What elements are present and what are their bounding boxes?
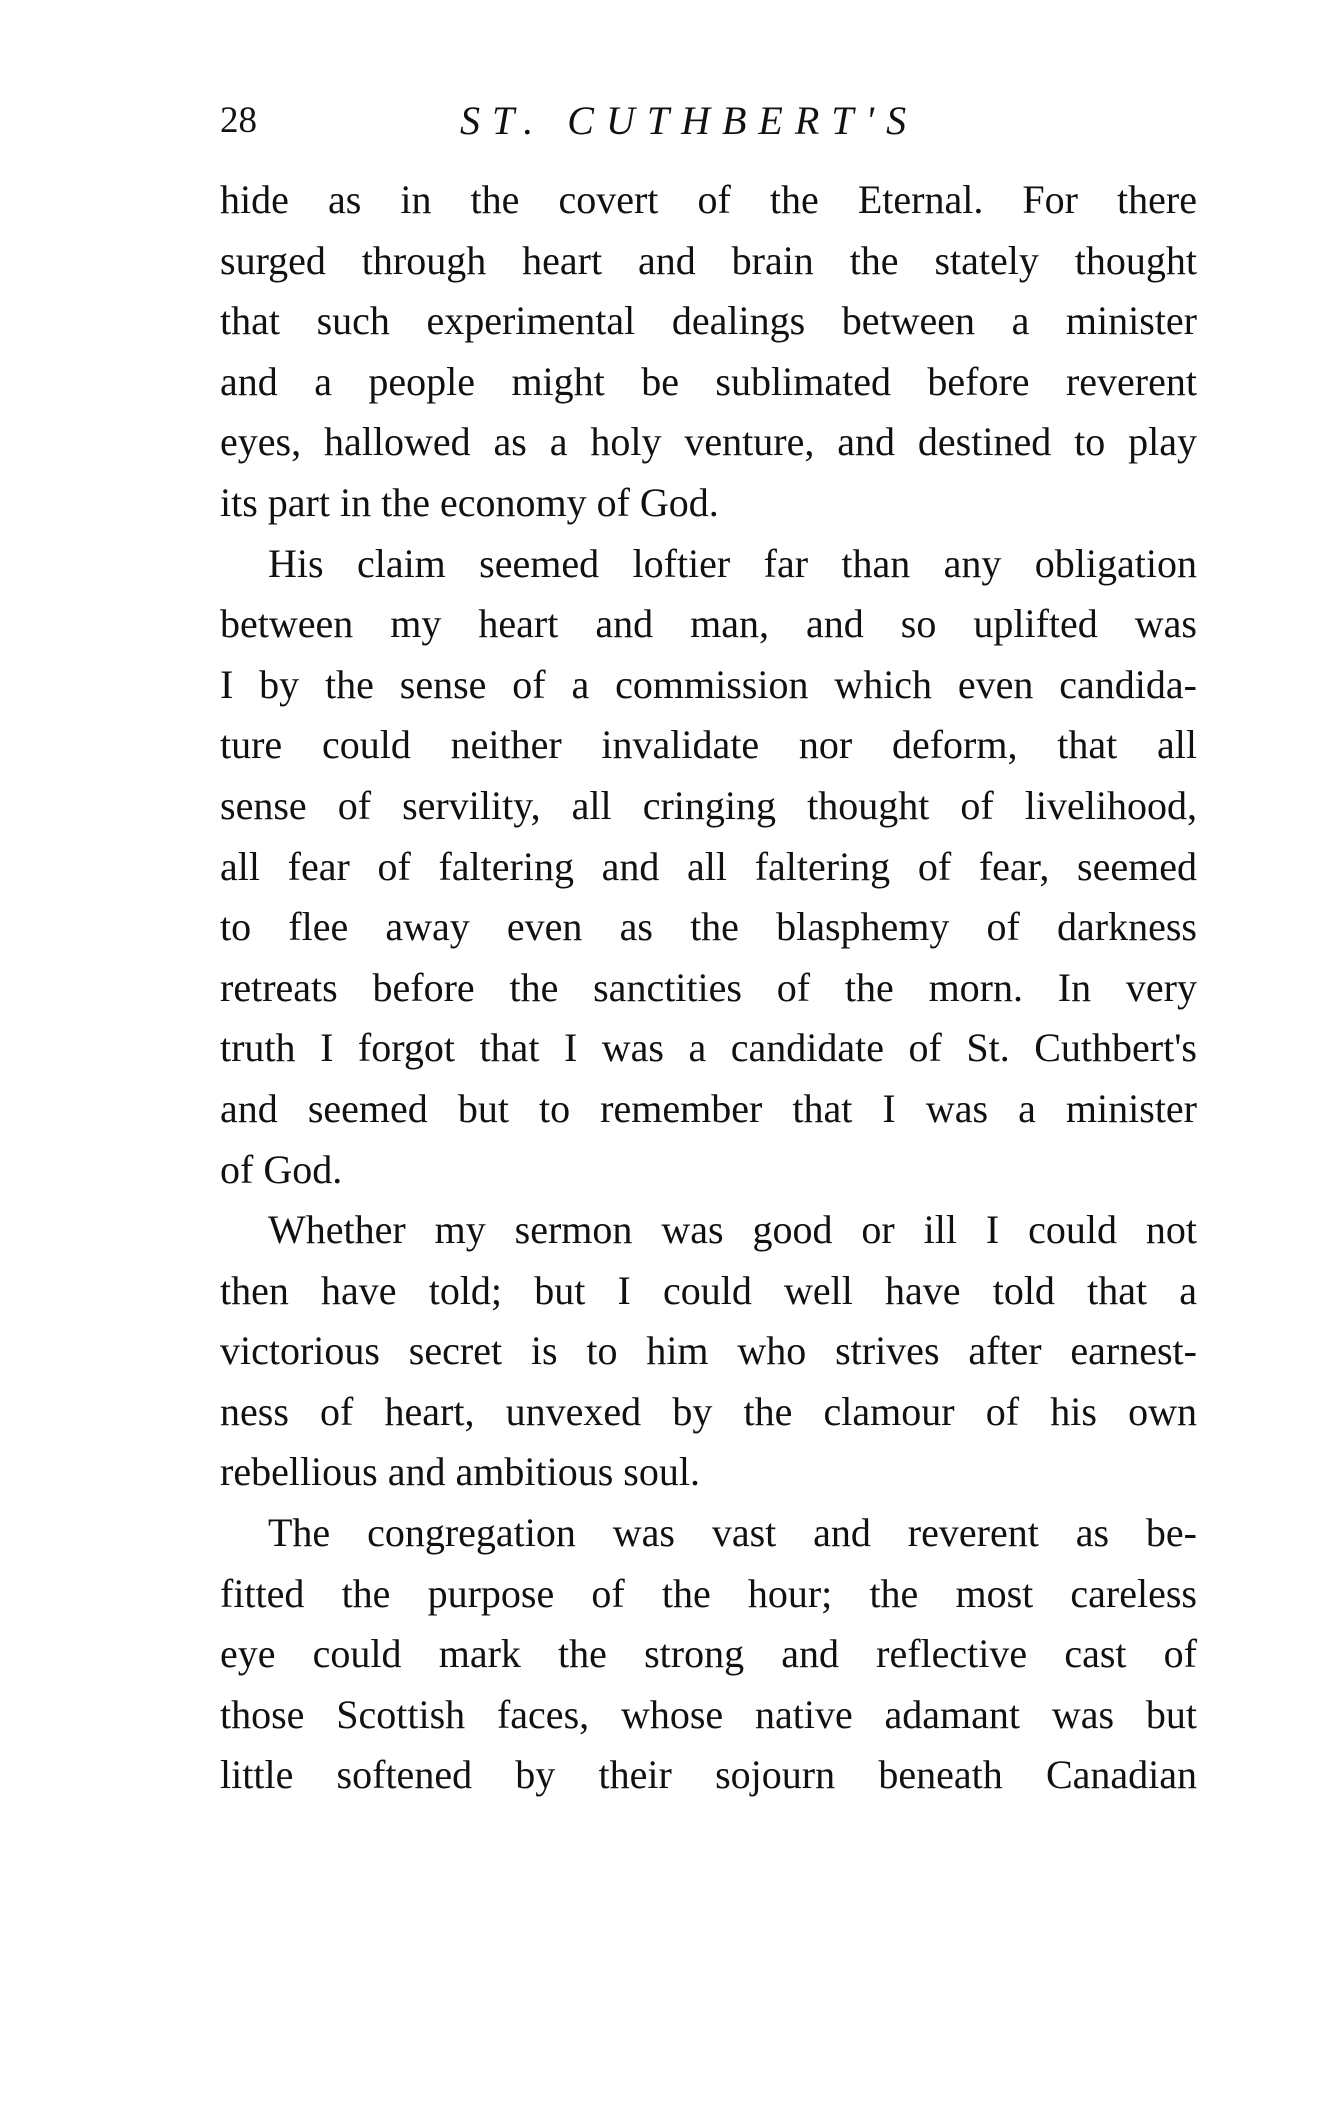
- paragraph-1: [220, 170, 1197, 534]
- text-line: all fear of faltering and all faltering of fear, seemed: [220, 843, 1197, 889]
- paragraph-4: [220, 1503, 1197, 1806]
- text-line: those Scottish faces, whose native adamant was but: [220, 1691, 1197, 1737]
- text-line: fitted the purpose of the hour; the most careless: [220, 1570, 1197, 1616]
- paragraph-3: [220, 1200, 1197, 1503]
- text-line: between my heart and man, and so uplifted was: [220, 601, 1197, 647]
- text-line: to flee away even as the blasphemy of darkness: [220, 904, 1197, 950]
- text-line: ness of heart, unvexed by the clamour of his own: [220, 1388, 1197, 1434]
- text-line: eyes, hallowed as a holy venture, and destined to play: [220, 419, 1197, 465]
- page-number: 28: [220, 100, 257, 141]
- text-line: victorious secret is to him who strives after earnest-: [220, 1328, 1197, 1374]
- text-line: sense of servility, all cringing thought of livelihood,: [220, 782, 1197, 828]
- text-line: its part in the economy of God.: [220, 479, 719, 525]
- text-line: and seemed but to remember that I was a minister: [220, 1085, 1197, 1131]
- paragraph-2: [220, 534, 1197, 1201]
- running-head: [220, 96, 1200, 146]
- text-line: rebellious and ambitious soul.: [220, 1449, 700, 1495]
- text-line: retreats before the sanctities of the morn. In very: [220, 964, 1197, 1010]
- text-line: Whether my sermon was good or ill I could not: [268, 1207, 1197, 1253]
- text-line: and a people might be sublimated before reverent: [220, 358, 1197, 404]
- text-line: I by the sense of a commission which even candida-: [220, 661, 1197, 707]
- text-line: His claim seemed loftier far than any obligation: [268, 540, 1197, 586]
- text-line: that such experimental dealings between a minister: [220, 298, 1197, 344]
- text-line: surged through heart and brain the stately thought: [220, 237, 1197, 283]
- text-line: little softened by their sojourn beneath Canadian: [220, 1752, 1197, 1798]
- text-line: eye could mark the strong and reflective cast of: [220, 1631, 1197, 1677]
- text-line: hide as in the covert of the Eternal. For there: [220, 177, 1197, 222]
- text-line: then have told; but I could well have told that a: [220, 1267, 1197, 1313]
- text-line: of God.: [220, 1146, 343, 1192]
- body-text: [220, 170, 1197, 1806]
- text-line: ture could neither invalidate nor deform, that all: [220, 722, 1197, 768]
- text-line: The congregation was vast and reverent as be-: [268, 1510, 1197, 1556]
- text-line: truth I forgot that I was a candidate of St. Cuthbert's: [220, 1025, 1197, 1071]
- running-title: ST. CUTHBERT'S: [460, 98, 919, 143]
